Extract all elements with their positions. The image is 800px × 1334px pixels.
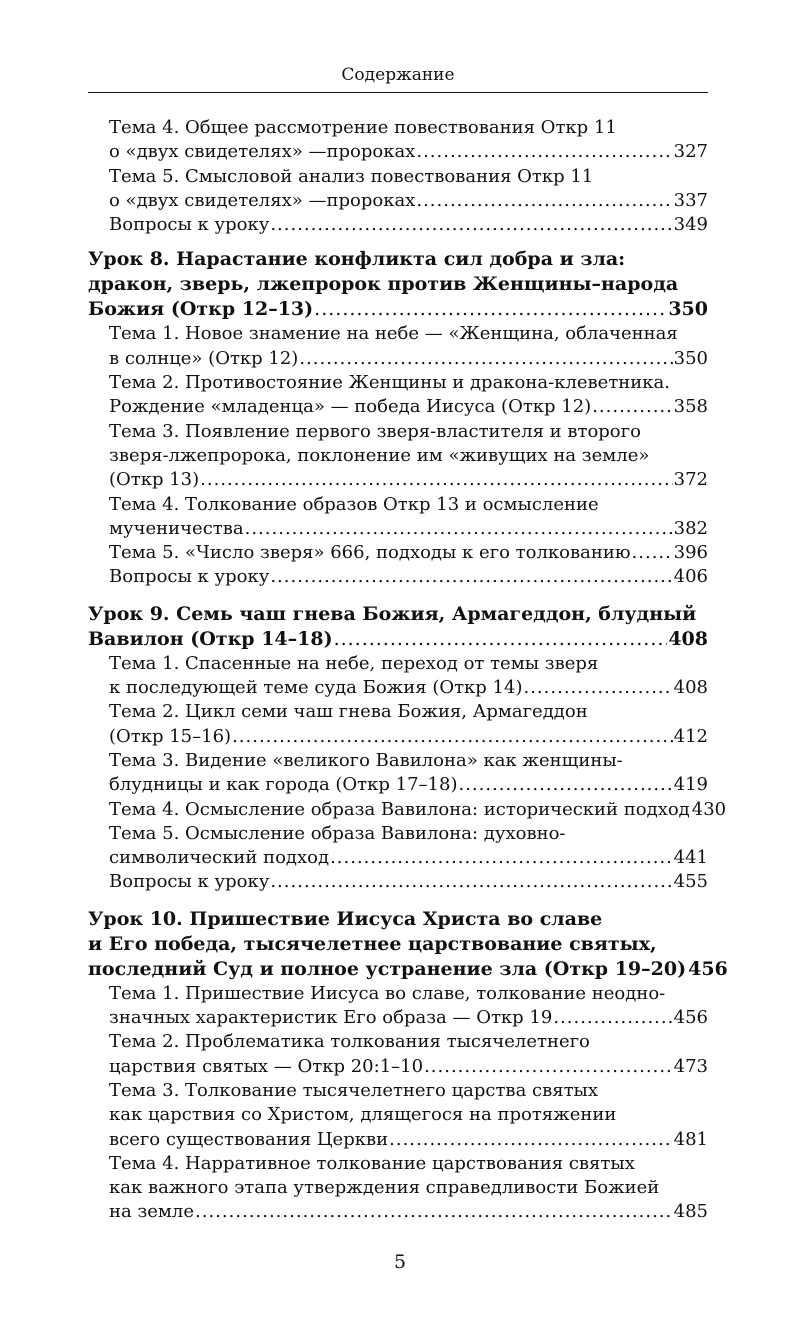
toc-page-number: 408 (668, 627, 708, 650)
dot-leader (330, 846, 673, 870)
toc-entry-text: Вопросы к уроку (109, 871, 270, 893)
toc-entry-text: в солнце» (Откр 12) (109, 347, 299, 369)
toc-page-number: 481 (673, 1128, 708, 1150)
toc-entry-text: (Откр 13) (109, 469, 200, 491)
toc-entry-text: Урок 9. Семь чаш гнева Божия, Армагеддон, блудный (88, 602, 697, 625)
toc-entry-text: значных характеристик Его образа — Откр 19 (109, 1007, 553, 1029)
toc-entry-text: как важного этапа утверждения справедливости Божией (109, 1177, 660, 1199)
toc-entry-text: Тема 3. Толкование тысячелетнего царства святых (109, 1079, 599, 1101)
toc-entry-text: Тема 1. Спасенные на небе, переход от темы зверя (109, 652, 599, 674)
toc-topic-line (88, 1152, 708, 1176)
toc-page-number: 327 (673, 141, 708, 163)
dot-leader (195, 1200, 673, 1224)
toc-topic-line (88, 870, 708, 894)
toc-entry-text: Урок 10. Пришествие Иисуса Христа во славе (88, 907, 603, 930)
dot-leader (416, 189, 672, 213)
toc-page-number: 350 (673, 347, 708, 369)
toc-entry-text: о «двух свидетелях» —пророках (109, 141, 416, 163)
toc-entry-text: блудницы и как города (Откр 17–18) (109, 774, 458, 796)
toc-lesson-line (88, 602, 708, 627)
toc-topic-line (88, 493, 708, 517)
toc-topic-line (88, 798, 727, 822)
toc-entry-text: Вопросы к уроку (109, 566, 270, 588)
toc-entry-text: зверя-лжепророка, поклонение им «живущих на земле» (109, 444, 650, 466)
toc-topic-line (88, 468, 708, 492)
dot-leader (334, 627, 668, 652)
toc-page-number: 419 (673, 774, 708, 796)
dot-leader (270, 565, 672, 589)
toc-entry-text: Вавилон (Откр 14–18) (88, 627, 333, 650)
toc-entry-text: мученичества (109, 517, 244, 539)
toc-page-number: 358 (673, 396, 708, 418)
toc-entry-text: Тема 5. Смысловой анализ повествования Откр 11 (109, 165, 594, 187)
dot-leader (245, 517, 673, 541)
toc-entry-text: Тема 2. Цикл семи чаш гнева Божия, Армагеддон (109, 701, 588, 723)
header-rule (88, 92, 708, 93)
toc-topic-line (88, 213, 708, 237)
dot-leader (553, 1006, 672, 1030)
toc-entry-text: и Его победа, тысячелетнее царствование святых, (88, 932, 657, 955)
toc-topic-line (88, 1176, 708, 1200)
toc-entry-text: Тема 5. «Число зверя» 666, подходы к его толкованию (109, 542, 631, 564)
toc-entry-text: Тема 5. Осмысление образа Вавилона: духовно- (109, 822, 566, 844)
toc-page-number: 372 (673, 469, 708, 491)
toc-topic-line (88, 189, 708, 213)
toc-topic-line (88, 1103, 708, 1127)
toc-topic-line (88, 749, 708, 773)
toc-topic-line (88, 773, 708, 797)
toc-topic-line (88, 982, 708, 1006)
toc-topic-line (88, 1128, 708, 1152)
toc-topic-line (88, 395, 708, 419)
toc-entry-text: последний Суд и полное устранение зла (Откр 19–20) (88, 957, 687, 980)
toc-topic-line (88, 565, 708, 589)
dot-leader (416, 140, 672, 164)
toc-topic-line (88, 517, 708, 541)
toc-topic-line (88, 1055, 708, 1079)
toc-entry-text: Божия (Откр 12–13) (88, 298, 314, 321)
toc-topic-line (88, 652, 708, 676)
toc-page-number: 485 (673, 1201, 708, 1223)
toc-lesson-line (88, 932, 708, 957)
toc-page-number: 337 (673, 189, 708, 211)
toc-lesson-line (88, 957, 728, 982)
toc-topic-line (88, 322, 708, 346)
toc-page-number: 456 (673, 1007, 708, 1029)
toc-lesson-line (88, 247, 708, 272)
toc-page-number: 349 (673, 214, 708, 236)
toc-entry-text: к последующей теме суда Божия (Откр 14) (109, 677, 523, 699)
toc-entry-text: Тема 4. Осмысление образа Вавилона: исторический подход (109, 798, 690, 820)
toc-topic-line (88, 1200, 708, 1224)
toc-lesson-line (88, 272, 708, 297)
toc-entry-text: Тема 1. Пришествие Иисуса во славе, толкование неодно- (109, 982, 666, 1004)
dot-leader (424, 1055, 673, 1079)
toc-topic-line (88, 1079, 708, 1103)
toc-entry-text: символический подход (109, 847, 330, 869)
toc-entry-text: Вопросы к уроку (109, 214, 270, 236)
toc-topic-line (88, 541, 708, 565)
toc-topic-line (88, 165, 708, 189)
toc-entry-text: Рождение «младенца» — победа Иисуса (Откр 12) (109, 396, 592, 418)
toc-entry-text: Урок 8. Нарастание конфликта сил добра и зла: (88, 248, 626, 271)
toc-page-number: 406 (673, 566, 708, 588)
dot-leader (299, 347, 672, 371)
toc-entry-text: дракон, зверь, лжепророк против Женщины–народа (88, 273, 679, 296)
toc-topic-line (88, 1006, 708, 1030)
toc-entry-text: Тема 3. Появление первого зверя-властителя и второго (109, 420, 641, 442)
toc-entry-text: Тема 4. Общее рассмотрение повествования Откр 11 (109, 117, 617, 138)
toc-entry-text: как царствия со Христом, длящегося на протяжении (109, 1104, 617, 1126)
toc-topic-line (88, 1030, 708, 1054)
toc-page-number: 412 (673, 725, 708, 747)
toc-entry-text: Тема 4. Толкование образов Откр 13 и осмысление (109, 493, 599, 515)
toc-topic-line (88, 116, 708, 140)
toc-topic-line (88, 700, 708, 724)
toc-lesson-line (88, 907, 708, 932)
toc-topic-line (88, 676, 708, 700)
toc-page-number: 430 (691, 798, 727, 820)
toc-page-number: 441 (673, 847, 708, 869)
toc-page-number: 473 (673, 1055, 708, 1077)
dot-leader (592, 395, 672, 419)
toc-page-number: 408 (673, 677, 708, 699)
toc-entry-text: Тема 4. Нарративное толкование царствования святых (109, 1152, 635, 1174)
toc-page-number: 455 (673, 871, 708, 893)
toc-lesson-line (88, 297, 708, 322)
toc-page-number: 350 (668, 298, 708, 321)
dot-leader (458, 773, 672, 797)
toc-entry-text: всего существования Церкви (109, 1128, 389, 1150)
toc-entry-text: на земле (109, 1201, 195, 1223)
dot-leader (270, 870, 672, 894)
running-title: Содержание (341, 65, 455, 85)
dot-leader (232, 725, 673, 749)
dot-leader (200, 468, 672, 492)
dot-leader (389, 1128, 673, 1152)
dot-leader (314, 297, 667, 322)
toc-entry-text: о «двух свидетелях» —пророках (109, 189, 416, 211)
toc-topic-line (88, 371, 708, 395)
toc-topic-line (88, 140, 708, 164)
table-of-contents (88, 116, 728, 1225)
toc-topic-line (88, 725, 708, 749)
toc-entry-text: Тема 2. Проблематика толкования тысячелетнего (109, 1031, 590, 1053)
toc-topic-line (88, 444, 708, 468)
toc-entry-text: царствия святых — Откр 20:1–10 (109, 1055, 424, 1077)
dot-leader (523, 676, 672, 700)
toc-entry-text: Тема 1. Новое знамение на небе — «Женщина, облаченная (109, 323, 678, 345)
toc-entry-text: (Откр 15–16) (109, 725, 232, 747)
dot-leader (270, 213, 672, 237)
toc-page-number: 382 (673, 517, 708, 539)
toc-entry-text: Тема 2. Противостояние Женщины и дракона-клеветника. (109, 372, 670, 394)
dot-leader (632, 541, 673, 565)
toc-topic-line (88, 347, 708, 371)
toc-lesson-line (88, 627, 708, 652)
toc-topic-line (88, 420, 708, 444)
toc-page-number: 396 (673, 542, 708, 564)
toc-page-number: 456 (688, 957, 728, 980)
toc-topic-line (88, 822, 708, 846)
toc-entry-text: Тема 3. Видение «великого Вавилона» как женщины- (109, 749, 623, 771)
toc-topic-line (88, 846, 708, 870)
page-number: 5 (393, 1251, 407, 1273)
